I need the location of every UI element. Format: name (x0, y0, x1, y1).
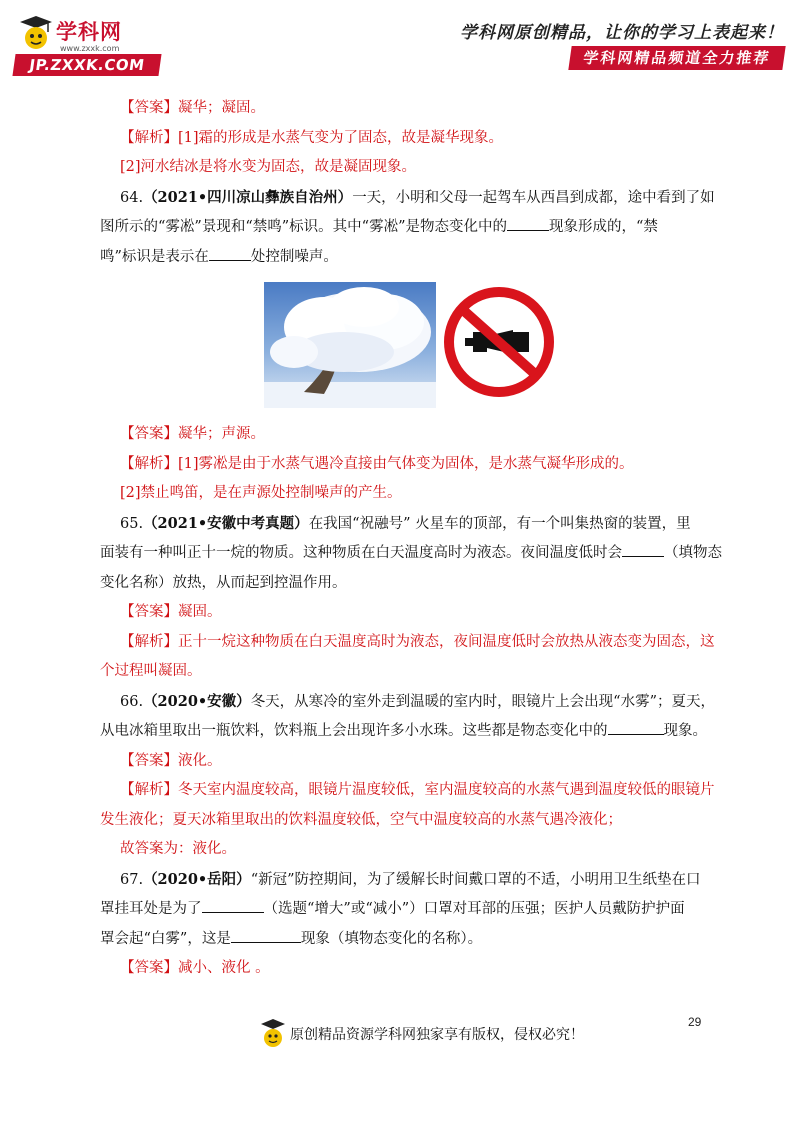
analysis-line-2: [2]禁止鸣笛，是在声源处控制噪声的产生。 (120, 485, 402, 501)
question-64-figures (120, 272, 710, 420)
conclusion-line: 故答案为：液化。 (120, 841, 236, 857)
analysis-text: 冬天室内温度较高，眼镜片温度较低，室内温度较高的水蒸气遇到温度较低的眼镜片 (178, 782, 715, 798)
question-source: （2021•安徽中考真题） (143, 514, 309, 532)
question-text: 现象。 (663, 723, 707, 739)
question-number: 65. (120, 515, 144, 532)
analysis-tag: 【解析】 (120, 455, 178, 472)
logo-text: 学科网 (56, 20, 122, 44)
answer-blank (209, 246, 251, 261)
answer-line (120, 94, 710, 124)
question-text: （填物态 (664, 545, 722, 561)
analysis-line (120, 776, 715, 806)
answer-blank (622, 542, 664, 557)
rime-frost-photo (264, 282, 436, 408)
question-text: 现象（填物态变化的名称）。 (300, 930, 483, 947)
answer-text: 减小、液化 。 (178, 960, 270, 976)
question-source: （2020•安徽） (143, 692, 251, 710)
page-content (100, 94, 722, 984)
answer-text: 凝华；声源。 (178, 426, 265, 442)
no-horn-sign-icon (443, 286, 555, 398)
question-number: 64. (120, 189, 144, 206)
question-66-line-2 (100, 717, 710, 747)
question-number: 67. (120, 871, 144, 888)
analysis-text: 正十一烷这种物质在白天温度高时为液态，夜间温度低时会放热从液态变为固态，这 (178, 633, 715, 650)
copyright-notice: 原创精品资源学科网独家享有版权，侵权必究！ (290, 1027, 584, 1043)
logo-banner: JP.ZXXK.COM (12, 54, 161, 76)
question-text: 一天，小明和父母一起驾车从西昌到成都，途中看到了如 (352, 189, 715, 206)
mascot-icon (14, 14, 54, 54)
answer-blank (507, 216, 549, 231)
analysis-text: [1]雾凇是由于水蒸气遇冷直接由气体变为固体，是水蒸气凝华形成的。 (178, 455, 634, 472)
question-text: 从电冰箱里取出一瓶饮料，饮料瓶上会出现许多小水珠。这些都是物态变化中的 (100, 723, 608, 739)
analysis-line-2: [2]河水结冰是将水变为固态，故是凝固现象。 (120, 159, 417, 175)
question-source: （2020•岳阳） (143, 870, 251, 888)
analysis-line (120, 124, 710, 154)
question-65-line-1 (120, 509, 710, 540)
question-text: 图所示的“雾凇”景现和“禁鸣”标识。其中“雾凇”是物态变化中的 (100, 219, 507, 235)
analysis-line (120, 450, 710, 480)
analysis-tag: 【解析】 (120, 633, 178, 650)
question-text: 罩挂耳处是为了 (100, 901, 202, 917)
answer-line (120, 747, 710, 777)
question-text: 鸣”标识是表示在 (100, 248, 209, 265)
answer-line (120, 954, 710, 984)
question-source: （2021•四川凉山彝族自治州） (143, 188, 353, 206)
page-footer (258, 1018, 658, 1058)
analysis-line-2: 发生液化；夏天冰箱里取出的饮料温度较低，空气中温度较高的水蒸气遇冷液化； (100, 811, 622, 828)
answer-tag: 【答案】 (120, 960, 178, 976)
question-text: 面装有一种叫正十一烷的物质。这种物质在白天温度高时为液态。夜间温度低时会 (100, 545, 622, 561)
question-text: 冬天，从寒冷的室外走到温暖的室内时，眼镜片上会出现“水雾”；夏天， (250, 693, 716, 710)
question-65-line-3: 变化名称）放热，从而起到控温作用。 (100, 574, 347, 591)
question-text: 处控制噪声。 (250, 248, 338, 265)
question-67-line-3 (100, 925, 710, 955)
answer-text: 凝固。 (178, 604, 222, 620)
question-66-line-1 (120, 687, 716, 718)
answer-tag: 【答案】 (120, 100, 178, 116)
analysis-text: [1]霜的形成是水蒸气变为了固态，故是凝华现象。 (178, 129, 504, 146)
answer-text: 液化。 (178, 752, 222, 769)
analysis-line (120, 628, 715, 658)
frost-tree-image (264, 282, 436, 408)
question-text: （选题“增大”或“减小”）口罩对耳部的压强；医护人员戴防护护面 (263, 901, 685, 917)
page-header (0, 0, 800, 80)
answer-line (120, 420, 710, 450)
question-text: 现象形成的，“禁 (548, 219, 658, 235)
zxxk-logo[interactable] (14, 14, 164, 76)
logo-url: www.zxxk.com (60, 44, 120, 53)
answer-line (120, 598, 710, 628)
question-64-line-3 (100, 243, 710, 273)
answer-blank (202, 898, 264, 913)
answer-blank (231, 928, 301, 943)
answer-tag: 【答案】 (120, 752, 178, 769)
question-64-line-2 (100, 213, 710, 243)
analysis-tag: 【解析】 (120, 129, 178, 146)
question-number: 66. (120, 693, 144, 710)
question-64-line-1 (120, 183, 715, 214)
page-number: 29 (688, 1015, 702, 1029)
answer-text: 凝华；凝固。 (178, 100, 265, 116)
question-text: “新冠”防控期间，为了缓解长时间戴口罩的不适，小明用卫生纸垫在口 (250, 871, 701, 888)
analysis-tag: 【解析】 (120, 782, 178, 798)
mascot-icon (258, 1018, 288, 1052)
question-text: 在我国“祝融号” 火星车的顶部，有一个叫集热窗的装置，里 (308, 515, 691, 532)
answer-tag: 【答案】 (120, 426, 178, 442)
question-65-line-2 (100, 539, 722, 569)
question-67-line-2 (100, 895, 710, 925)
recommend-banner: 学科网精品频道全力推荐 (568, 46, 785, 70)
question-67-line-1 (120, 865, 710, 896)
header-slogan: 学科网原创精品，让你的学习上表起来！ (460, 23, 784, 43)
answer-tag: 【答案】 (120, 604, 178, 620)
question-text: 罩会起“白雾”，这是 (100, 930, 231, 947)
answer-blank (608, 720, 664, 735)
analysis-line-2: 个过程叫凝固。 (100, 663, 202, 679)
